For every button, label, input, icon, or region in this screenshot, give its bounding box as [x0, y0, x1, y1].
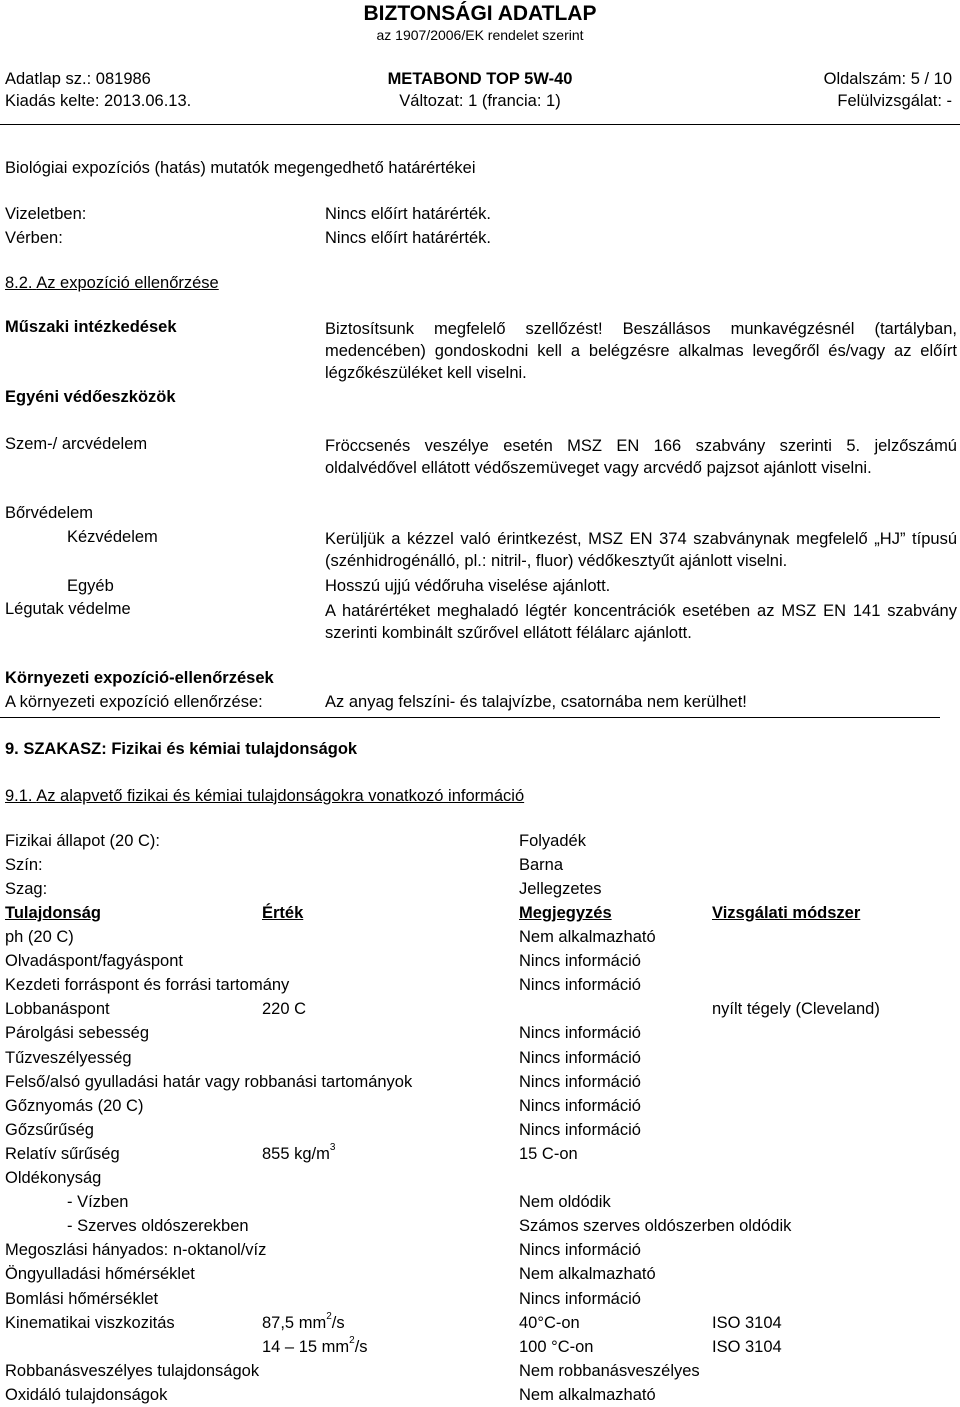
- property-value: 220 C: [262, 1000, 307, 1018]
- odor-label: Szag:: [5, 880, 48, 898]
- skin-protection-label: Bőrvédelem: [5, 504, 94, 522]
- urine-label: Vizeletben:: [5, 205, 87, 223]
- revision: Felülvizsgálat: -: [837, 92, 952, 110]
- hand-protection-text: Kerüljük a kézzel való érintkezést, MSZ EN 374 szabványnak megfelelő „HJ” típusú (szénhidrogénálló, pl.: nitril-, fluor) védőkesztyűt ajánlott viselni.: [325, 530, 957, 570]
- property-note: Számos szerves oldószerben oldódik: [519, 1217, 792, 1235]
- property-note: Nincs információ: [519, 1097, 641, 1115]
- env-exposure-text: Az anyag felszíni- és talajvízbe, csatornába nem kerülhet!: [325, 693, 747, 711]
- color-label: Szín:: [5, 856, 43, 874]
- other-protection-label: Egyéb: [67, 577, 114, 595]
- col-header-note: Megjegyzés: [519, 904, 612, 922]
- property-method: ISO 3104: [712, 1314, 782, 1332]
- property-name: Kinematikai viszkozitás: [5, 1314, 175, 1332]
- col-header-property: Tulajdonság: [5, 904, 101, 922]
- property-note: Nincs információ: [519, 1290, 641, 1308]
- section-9-1-title: Az alapvető fizikai és kémiai tulajdonságokra vonatkozó információ: [36, 787, 525, 805]
- urine-value: Nincs előírt határérték.: [325, 205, 491, 223]
- blood-value: Nincs előírt határérték.: [325, 229, 491, 247]
- bio-heading: Biológiai expozíciós (hatás) mutatók megengedhető határértékei: [5, 159, 476, 177]
- section-9-1-number: 9.1.: [5, 787, 33, 805]
- property-note: Nincs információ: [519, 1049, 641, 1067]
- property-note: Nincs információ: [519, 976, 641, 994]
- env-exposure-label: A környezeti expozíció ellenőrzése:: [5, 693, 263, 711]
- property-note: Nincs információ: [519, 1073, 641, 1091]
- odor-value: Jellegzetes: [519, 880, 602, 898]
- property-name: Oxidáló tulajdonságok: [5, 1386, 168, 1404]
- property-name: ph (20 C): [5, 928, 74, 946]
- property-name: Gőznyomás (20 C): [5, 1097, 144, 1115]
- property-method: ISO 3104: [712, 1338, 782, 1356]
- property-note: 15 C-on: [519, 1145, 578, 1163]
- property-name: Öngyulladási hőmérséklet: [5, 1265, 195, 1283]
- property-note: Nem oldódik: [519, 1193, 611, 1211]
- property-name: Olvadáspont/fagyáspont: [5, 952, 183, 970]
- other-protection-text: Hosszú ujjú védőruha viselése ajánlott.: [325, 577, 611, 595]
- property-note: Nincs információ: [519, 952, 641, 970]
- property-value: 855 $kg/m^3$: [262, 1142, 336, 1163]
- hand-protection-label: Kézvédelem: [67, 528, 158, 546]
- physical-state-value: Folyadék: [519, 832, 586, 850]
- tech-measures-label: Műszaki intézkedések: [5, 318, 177, 336]
- document-title: BIZTONSÁGI ADATLAP: [363, 2, 597, 25]
- eye-protection-label: Szem-/ arcvédelem: [5, 435, 148, 453]
- property-name: Felső/alsó gyulladási határ vagy robbanási tartományok: [5, 1073, 413, 1091]
- property-note: Nem alkalmazható: [519, 928, 656, 946]
- property-name: Gőzsűrűség: [5, 1121, 94, 1139]
- property-value: 14 – 15 $mm^2/s$: [262, 1335, 368, 1356]
- section-8-2-title: Az expozíció ellenőrzése: [36, 274, 219, 292]
- property-note: Nincs információ: [519, 1121, 641, 1139]
- version: Változat: 1 (francia: 1): [399, 92, 561, 110]
- tech-measures-text: Biztosítsunk megfelelő szellőzést! Beszállásos munkavégzésnél (tartályban, medencében) gondoskodni kell a belégzésre alkalmas levegőről és/vagy az előírt légzőkészüléket kell viselni.: [325, 320, 957, 382]
- property-method: nyílt tégely (Cleveland): [712, 1000, 880, 1018]
- property-note: Nem alkalmazható: [519, 1386, 656, 1404]
- property-name: Oldékonyság: [5, 1169, 102, 1187]
- color-value: Barna: [519, 856, 564, 874]
- property-name: Párolgási sebesség: [5, 1024, 150, 1042]
- property-name: Kezdeti forráspont és forrási tartomány: [5, 976, 290, 994]
- respiratory-protection-text: A határértéket meghaladó légtér koncentrációk esetében az MSZ EN 141 szabvány szerinti kombinált szűrővel ellátott félálarc ajánlott.: [325, 602, 957, 642]
- property-note: 40°C-on: [519, 1314, 580, 1332]
- property-value: 87,5 $mm^2/s$: [262, 1311, 345, 1332]
- property-name: Bomlási hőmérséklet: [5, 1290, 159, 1308]
- property-name: Megoszlási hányados: n-oktanol/víz: [5, 1241, 267, 1259]
- col-header-method: Vizsgálati módszer: [712, 904, 861, 922]
- property-note: 100 °C-on: [519, 1338, 594, 1356]
- property-name: Robbanásveszélyes tulajdonságok: [5, 1362, 260, 1380]
- section-8-2-number: 8.2.: [5, 274, 33, 292]
- blood-label: Vérben:: [5, 229, 63, 247]
- ppe-label: Egyéni védőeszközök: [5, 388, 176, 406]
- property-note: Nem alkalmazható: [519, 1265, 656, 1283]
- sheet-number: Adatlap sz.: 081986: [5, 70, 151, 88]
- property-name: - Vízben: [67, 1193, 129, 1211]
- section-8-2-heading: [5, 274, 219, 293]
- property-note: Nem robbanásveszélyes: [519, 1362, 700, 1380]
- section-rule: [0, 717, 940, 718]
- header-rule: [0, 124, 960, 125]
- section-9-title: 9. SZAKASZ: Fizikai és kémiai tulajdonságok: [5, 740, 358, 758]
- property-name: - Szerves oldószerekben: [67, 1217, 249, 1235]
- col-header-value: Érték: [262, 904, 304, 922]
- issue-date: Kiadás kelte: 2013.06.13.: [5, 92, 192, 110]
- env-exposure-heading: Környezeti expozíció-ellenőrzések: [5, 669, 274, 687]
- property-note: Nincs információ: [519, 1024, 641, 1042]
- property-note: Nincs információ: [519, 1241, 641, 1259]
- section-9-1-heading: [5, 787, 524, 806]
- product-name: METABOND TOP 5W-40: [387, 70, 573, 88]
- respiratory-protection-label: Légutak védelme: [5, 600, 131, 618]
- property-name: Tűzveszélyesség: [5, 1049, 132, 1067]
- eye-protection-text: Fröccsenés veszélye esetén MSZ EN 166 szabvány szerinti 5. jelzőszámú oldalvédővel ellátott védőszemüveget vagy arcvédő pajzsot ajánlott viselni.: [325, 437, 957, 477]
- property-name: Relatív sűrűség: [5, 1145, 120, 1163]
- physical-state-label: Fizikai állapot (20 C):: [5, 832, 160, 850]
- property-name: Lobbanáspont: [5, 1000, 110, 1018]
- document-subtitle: az 1907/2006/EK rendelet szerint: [376, 27, 584, 43]
- page-number: Oldalszám: 5 / 10: [823, 70, 952, 88]
